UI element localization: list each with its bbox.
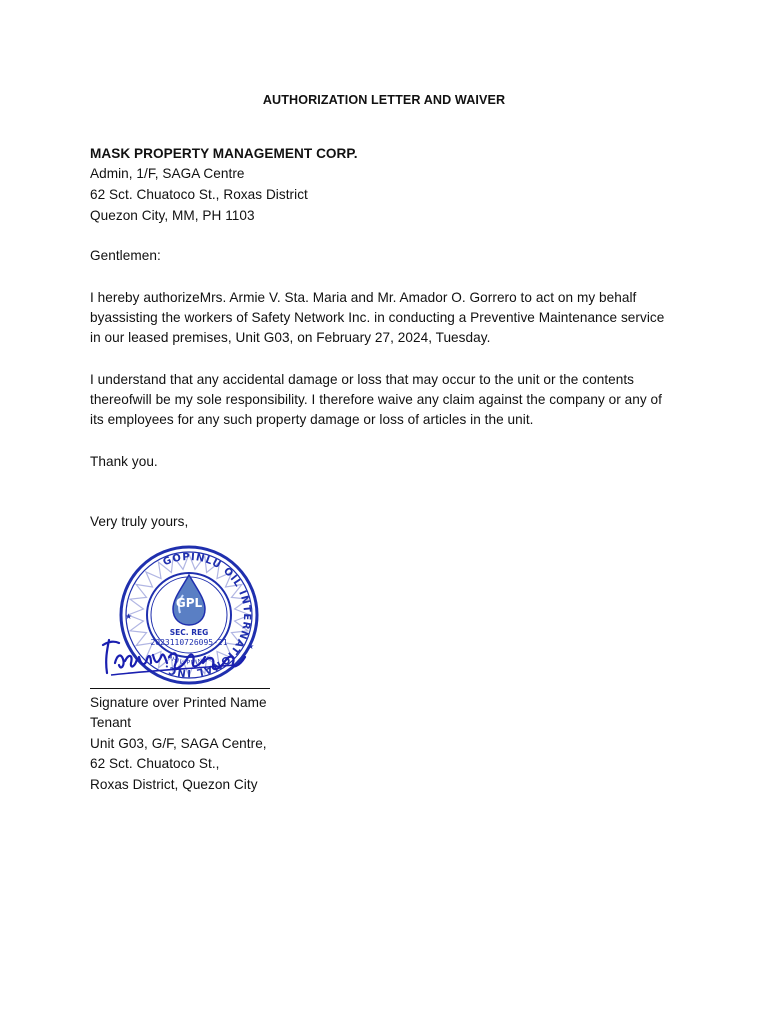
paragraph-1-line-3: in our leased premises, Unit G03, on February 27, 2024, Tuesday.: [90, 330, 491, 345]
salutation: Gentlemen:: [90, 248, 161, 263]
paragraph-2-line-3: its employees for any such property damage or loss of articles in the unit.: [90, 412, 534, 427]
seal-logo-text: GPL: [175, 596, 203, 610]
signer-address-line-2: 62 Sct. Chuatoco St.,: [90, 756, 220, 771]
recipient-address-line-2: 62 Sct. Chuatoco St., Roxas District: [90, 187, 308, 202]
document-title: AUTHORIZATION LETTER AND WAIVER: [262, 93, 506, 107]
recipient-address-line-3: Quezon City, MM, PH 1103: [90, 208, 255, 223]
signer-address-line-1: Unit G03, G/F, SAGA Centre,: [90, 736, 267, 751]
seal-ring-text: GOPINLU OIL INTERNATIONAL INC.: [161, 551, 253, 679]
company-seal: [95, 545, 285, 690]
paragraph-2-line-1: I understand that any accidental damage or loss that may occur to the unit or the contents: [90, 372, 635, 387]
closing-line: Very truly yours,: [90, 514, 189, 529]
seal-and-signature: [95, 545, 285, 690]
seal-reg-number: 2023110726095-21: [150, 638, 228, 647]
paragraph-2-line-2: thereofwill be my sole responsibility. I therefore waive any claim against the company or any of: [90, 392, 662, 407]
signer-role: Tenant: [90, 715, 132, 730]
paragraph-1-line-2: byassisting the workers of Safety Network Inc. in conducting a Preventive Maintenance service: [90, 310, 665, 325]
seal-country-text: PHILIPPINES: [166, 654, 214, 667]
signer-address-line-3: Roxas District, Quezon City: [90, 777, 258, 792]
recipient-address-line-1: Admin, 1/F, SAGA Centre: [90, 166, 245, 181]
signature-line: [90, 688, 270, 689]
seal-sec-label: SEC. REG: [169, 628, 209, 637]
seal-star-right-icon: ★: [247, 642, 255, 651]
recipient-company: MASK PROPERTY MANAGEMENT CORP.: [90, 146, 358, 161]
thank-you-line: Thank you.: [90, 454, 158, 469]
paragraph-1-line-1: I hereby authorizeMrs. Armie V. Sta. Maria and Mr. Amador O. Gorrero to act on my behalf: [90, 290, 637, 305]
seal-star-left-icon: ★: [125, 612, 133, 621]
signature-label: Signature over Printed Name: [90, 695, 267, 710]
